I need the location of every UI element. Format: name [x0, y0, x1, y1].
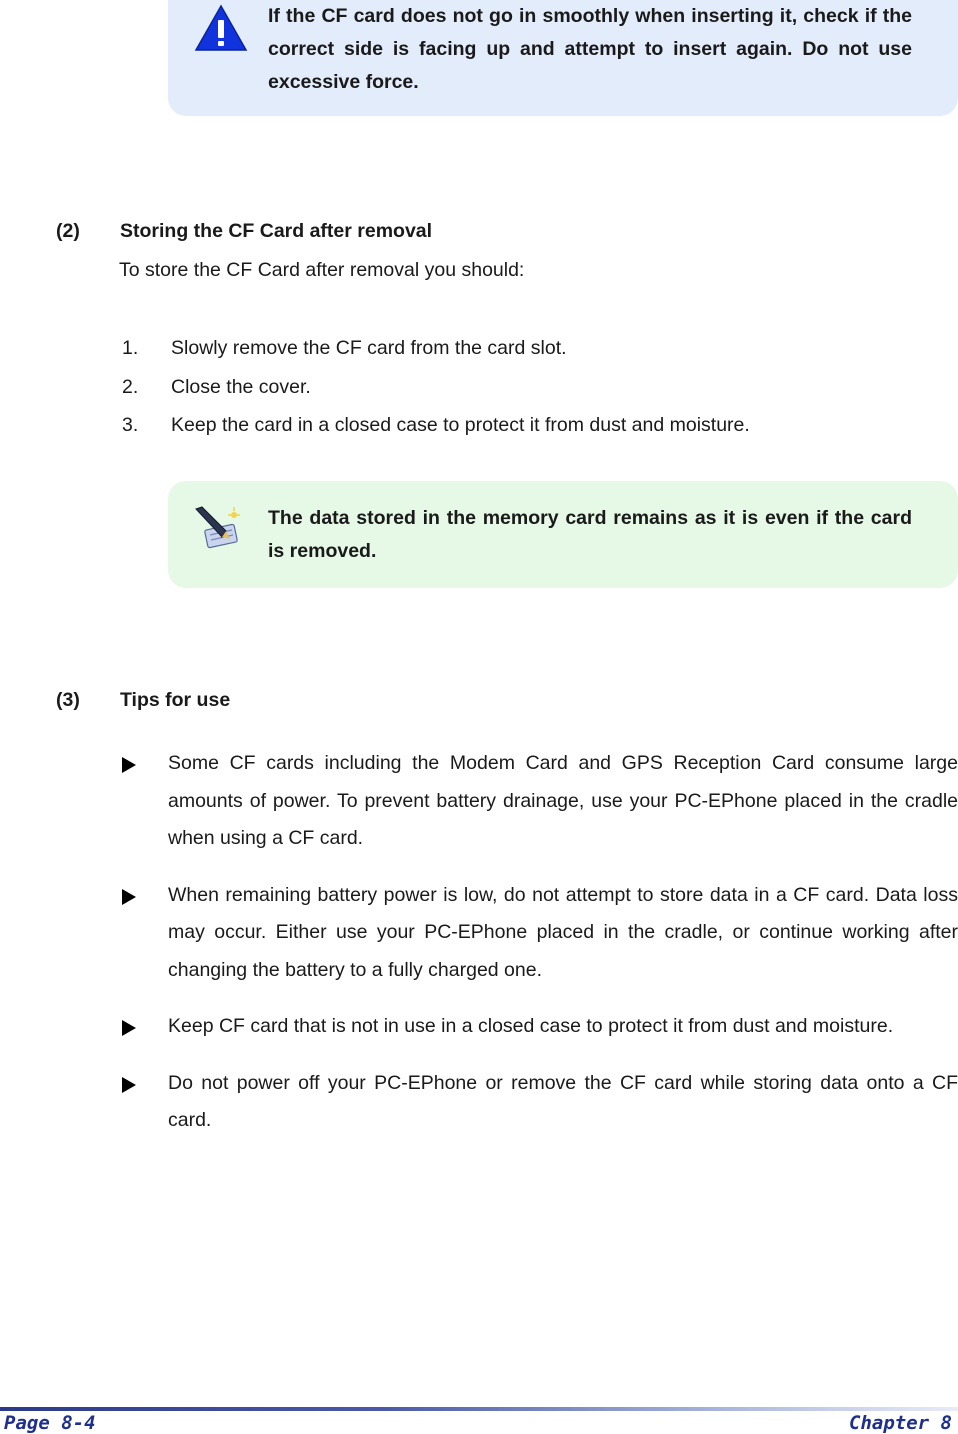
step-text: Keep the card in a closed case to protect it from dust and moisture.: [171, 414, 750, 436]
list-item: [122, 374, 750, 413]
triangle-bullet-icon: [122, 1020, 136, 1036]
note-text: The data stored in the memory card remains as it is even if the card is removed.: [268, 507, 912, 562]
storage-steps-list: [122, 335, 750, 451]
section-3-title: Tips for use: [120, 689, 231, 711]
tip-text: Some CF cards including the Modem Card and GPS Reception Card consume large amounts of power. To prevent battery drainage, use your PC-EPhone placed in the cradle when using a CF card.: [168, 752, 958, 849]
section-3-heading: [56, 689, 230, 712]
footer-page-number: Page 8-4: [4, 1412, 96, 1434]
section-3-number: (3): [56, 689, 80, 711]
step-text: Close the cover.: [171, 375, 311, 398]
triangle-bullet-icon: [122, 1077, 136, 1093]
triangle-bullet-icon: [122, 757, 136, 773]
tips-list: [122, 745, 958, 1159]
tip-text: Keep CF card that is not in use in a closed case to protect it from dust and moisture.: [168, 1015, 894, 1037]
step-number: 3.: [122, 414, 139, 436]
section-2-heading: [56, 220, 432, 243]
tip-text: When remaining battery power is low, do not attempt to store data in a CF card. Data loss may occur. Either use your PC-EPhone placed in the cradle, or continue working after changing the battery to a fully charged one.: [168, 883, 958, 981]
list-item: [122, 412, 750, 451]
footer-divider: [0, 1407, 958, 1411]
note-pen-icon: [192, 505, 242, 551]
step-text: Slowly remove the CF card from the card slot.: [171, 337, 567, 359]
section-2-title: Storing the CF Card after removal: [120, 220, 433, 242]
tip-text: Do not power off your PC-EPhone or remove the CF card while storing data onto a CF card.: [168, 1071, 958, 1131]
list-item: [122, 335, 750, 374]
section-2-number: (2): [56, 220, 80, 242]
list-item: [122, 1008, 958, 1046]
step-number: 1.: [122, 337, 139, 359]
list-item: [122, 745, 958, 858]
warning-callout: [168, 0, 958, 116]
list-item: [122, 1065, 958, 1140]
triangle-bullet-icon: [122, 889, 136, 905]
list-item: [122, 877, 958, 990]
step-number: 2.: [122, 375, 139, 398]
footer-chapter: Chapter 8: [849, 1412, 952, 1434]
warning-icon: [194, 4, 248, 52]
section-2-intro: To store the CF Card after removal you should:: [119, 259, 525, 281]
note-callout: [168, 481, 958, 588]
warning-text: If the CF card does not go in smoothly when inserting it, check if the correct side is facing up and attempt to insert again. Do not use excessive force.: [268, 5, 912, 93]
